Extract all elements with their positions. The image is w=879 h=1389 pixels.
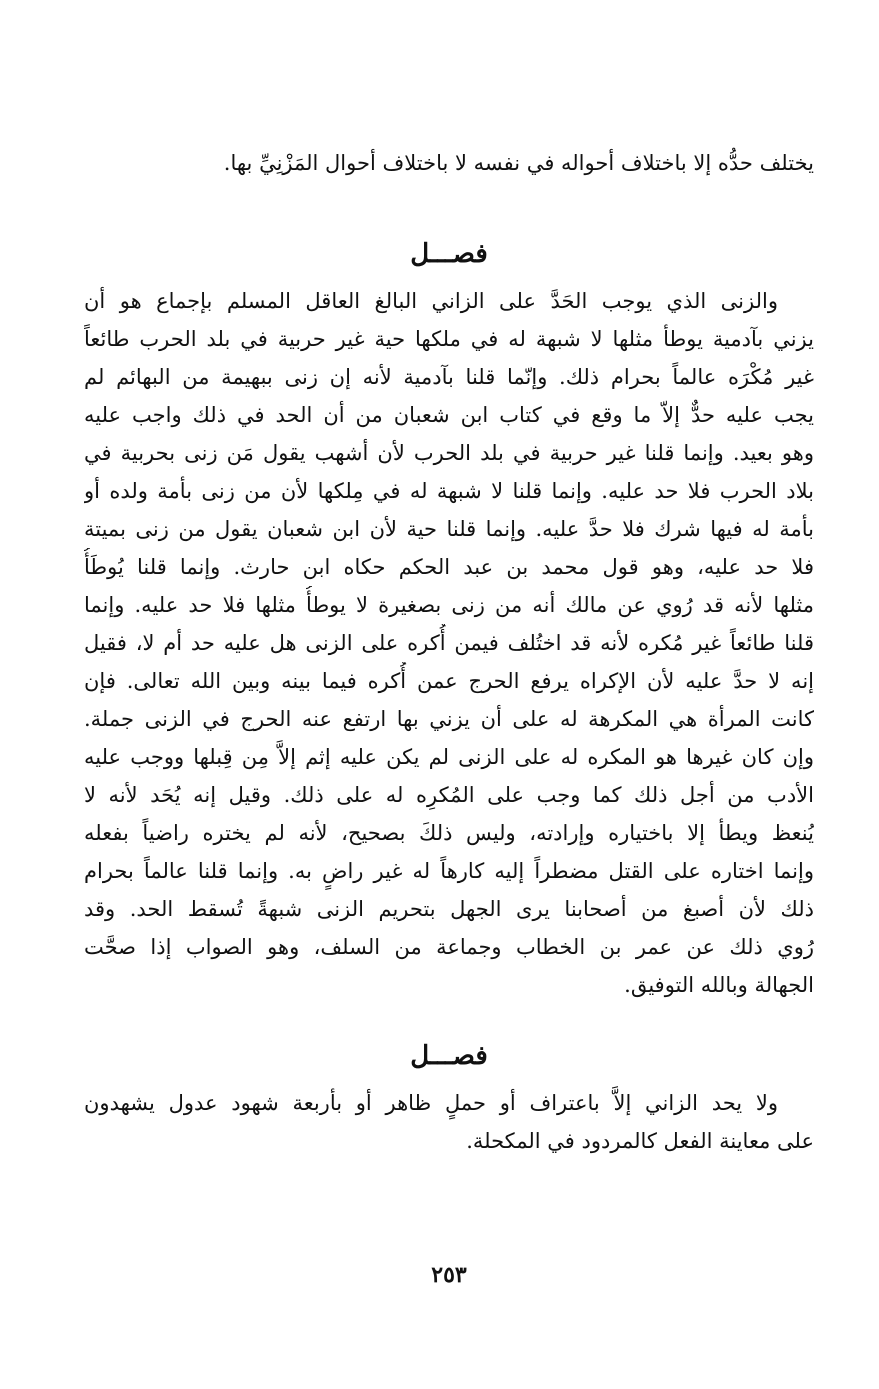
- text-line: كانت المرأة هي المكرهة له على أن يزني بها ارتفع عنه الحرج في الزنى جملة.: [84, 707, 814, 731]
- text-line: وإن كان غيرها هو المكره له على الزنى لم يكن عليه إثم إلاَّ مِن قِبلها ووجب عليه: [84, 745, 814, 769]
- text-line: بلاد الحرب فلا حد عليه. وإنما قلنا لا شبهة له في مِلكها لأن من زنى بأمة ولده أو: [84, 479, 814, 503]
- text-line: يجب عليه حدٌّ إلاّ ما وقع في كتاب ابن شعبان من أن الحد في ذلك واجب عليه: [84, 403, 814, 427]
- text-line: ولا يحد الزاني إلاَّ باعتراف أو حملٍ ظاهر أو بأربعة شهود عدول يشهدون: [84, 1091, 778, 1115]
- text-line: فلا حد عليه، وهو قول محمد بن عبد الحكم حكاه ابن حارث. وإنما قلنا يُوطَأُ: [84, 555, 814, 579]
- section-heading: فصـــل: [410, 239, 488, 269]
- section-body: [84, 1084, 814, 1160]
- text-line: على معاينة الفعل كالمردود في المكحلة.: [466, 1129, 814, 1153]
- text-line: الأدب من أجل ذلك كما وجب على المُكرِه له على ذلك. وقيل إنه يُحَد لأنه لا: [84, 783, 814, 807]
- text-line: غير مُكْرَه عالماً بحرام ذلك. وإنّما قلنا بآدمية لأنه إن زنى ببهيمة من البهائم لم: [84, 365, 814, 389]
- text-line: ذلك لأن أصبغ من أصحابنا يرى الجهل بتحريم الزنى شبهةً تُسقط الحد. وقد: [84, 897, 814, 921]
- text-line: قلنا طائعاً غير مُكره لأنه قد اختُلف فيمن أُكره على الزنى هل عليه حد أم لا، فقيل: [84, 631, 814, 655]
- section-heading: فصـــل: [410, 1041, 488, 1071]
- text-line: يزني بآدمية يوطأ مثلها لا شبهة له في ملكها حية غير حربية في بلد الحرب طائعاً: [84, 327, 814, 351]
- intro-text-line: يختلف حدُّه إلا باختلاف أحواله في نفسه لا باختلاف أحوال المَزْنِيِّ بها.: [223, 151, 814, 175]
- text-line: يُنعظ ويطأ إلا باختياره وإرادته، وليس ذلكَ بصحيح، لأنه لم يختره راضياً بفعله: [84, 821, 814, 845]
- text-line: الجهالة وبالله التوفيق.: [624, 973, 814, 997]
- section-body: [84, 282, 814, 1004]
- text-line: رُوي ذلك عن عمر بن الخطاب وجماعة من السلف، وهو الصواب إذا صحَّت: [84, 935, 814, 959]
- text-line: والزنى الذي يوجب الحَدَّ على الزاني البالغ العاقل المسلم بإجماع هو أن: [84, 289, 778, 313]
- text-line: مثلها لأنه قد رُوي عن مالك أنه من زنى بصغيرة لا يوطأُ مثلها فلا حد عليه. وإنما: [84, 593, 814, 617]
- book-page: [84, 132, 814, 1352]
- text-line: إنه لا حدَّ عليه لأن الإكراه يرفع الحرج عمن أُكره فيما بينه وبين الله تعالى. فإن: [84, 669, 814, 693]
- page-number: ٢٥٣: [431, 1262, 467, 1288]
- text-line: وإنما اختاره على القتل مضطراً إليه كارهاً له غير راضٍ به. وإنما قلنا عالماً بحرام: [84, 859, 814, 883]
- text-line: وهو بعيد. وإنما قلنا غير حربية في بلد الحرب لأن أشهب يقول مَن زنى بحربية في: [84, 441, 814, 465]
- text-line: بأمة له فيها شرك فلا حدَّ عليه. وإنما قلنا حية لأن ابن شعبان يقول من زنى بميتة: [84, 517, 814, 541]
